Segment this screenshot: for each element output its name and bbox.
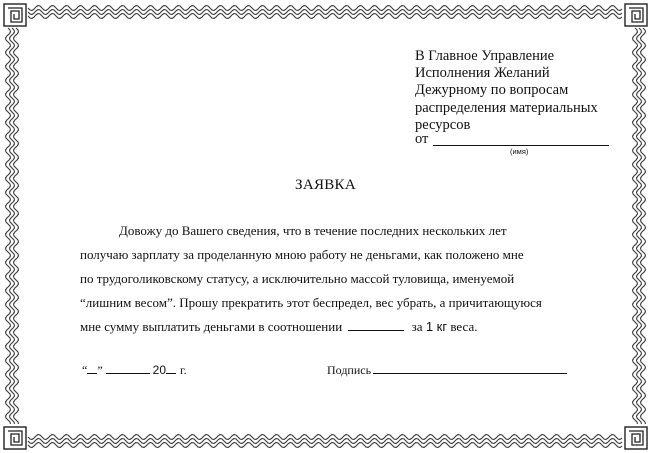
document-title: ЗАЯВКА: [295, 177, 356, 193]
ratio-sentence-start: мне сумму выплатить деньгами в соотношении: [80, 319, 343, 334]
signature-label: Подпись: [327, 363, 372, 377]
body-line-4: “лишним весом”. Прошу прекратить этот беспредел, вес убрать, а причитающуюся: [80, 295, 542, 310]
ratio-blank-field[interactable]: [348, 319, 404, 331]
open-quote: “: [82, 363, 88, 377]
body-line-2: получаю зарплату за проделанную мною работу не деньгами, как положено мне: [80, 247, 524, 262]
year-blank-field[interactable]: [166, 363, 176, 374]
ratio-for-word: за: [411, 319, 423, 334]
corner-ornament-bottom-left: [4, 427, 26, 449]
close-quote: ”: [97, 363, 103, 377]
corner-ornament-bottom-right: [625, 427, 647, 449]
year-prefix: 20: [152, 363, 167, 377]
border-wave-line: [28, 6, 622, 11]
border-wave-line: [633, 28, 638, 424]
year-suffix: г.: [180, 363, 187, 377]
body-line-1: Довожу до Вашего сведения, что в течение последних нескольких лет: [119, 223, 507, 238]
recipient-address-block: [415, 48, 625, 134]
recipient-line: ресурсов: [415, 116, 471, 133]
from-name-field-line[interactable]: [433, 145, 609, 146]
signature-field: [327, 363, 567, 378]
body-line-5: [80, 319, 477, 335]
recipient-line: В Главное Управление: [415, 48, 555, 64]
date-field: [82, 363, 187, 378]
signature-blank-line[interactable]: [373, 363, 567, 374]
recipient-line: Исполнения Желаний: [415, 65, 550, 82]
body-line-3: по трудоголиковскому статусу, а исключительно массой туловища, именуемой: [80, 271, 515, 286]
ratio-sentence-end: веса.: [450, 319, 478, 334]
month-blank-field[interactable]: [106, 363, 150, 374]
name-hint: (имя): [510, 147, 529, 156]
recipient-line: распределения материальных: [415, 99, 598, 116]
corner-ornament-top-right: [625, 4, 647, 26]
border-wave-line: [28, 435, 622, 440]
border-wave-line: [6, 28, 11, 424]
ratio-quantity: 1 кг: [425, 319, 448, 334]
day-blank-field[interactable]: [87, 363, 97, 374]
recipient-line: Дежурному по вопросам: [415, 82, 569, 99]
corner-ornament-top-left: [4, 4, 26, 26]
from-label: от: [415, 131, 429, 147]
